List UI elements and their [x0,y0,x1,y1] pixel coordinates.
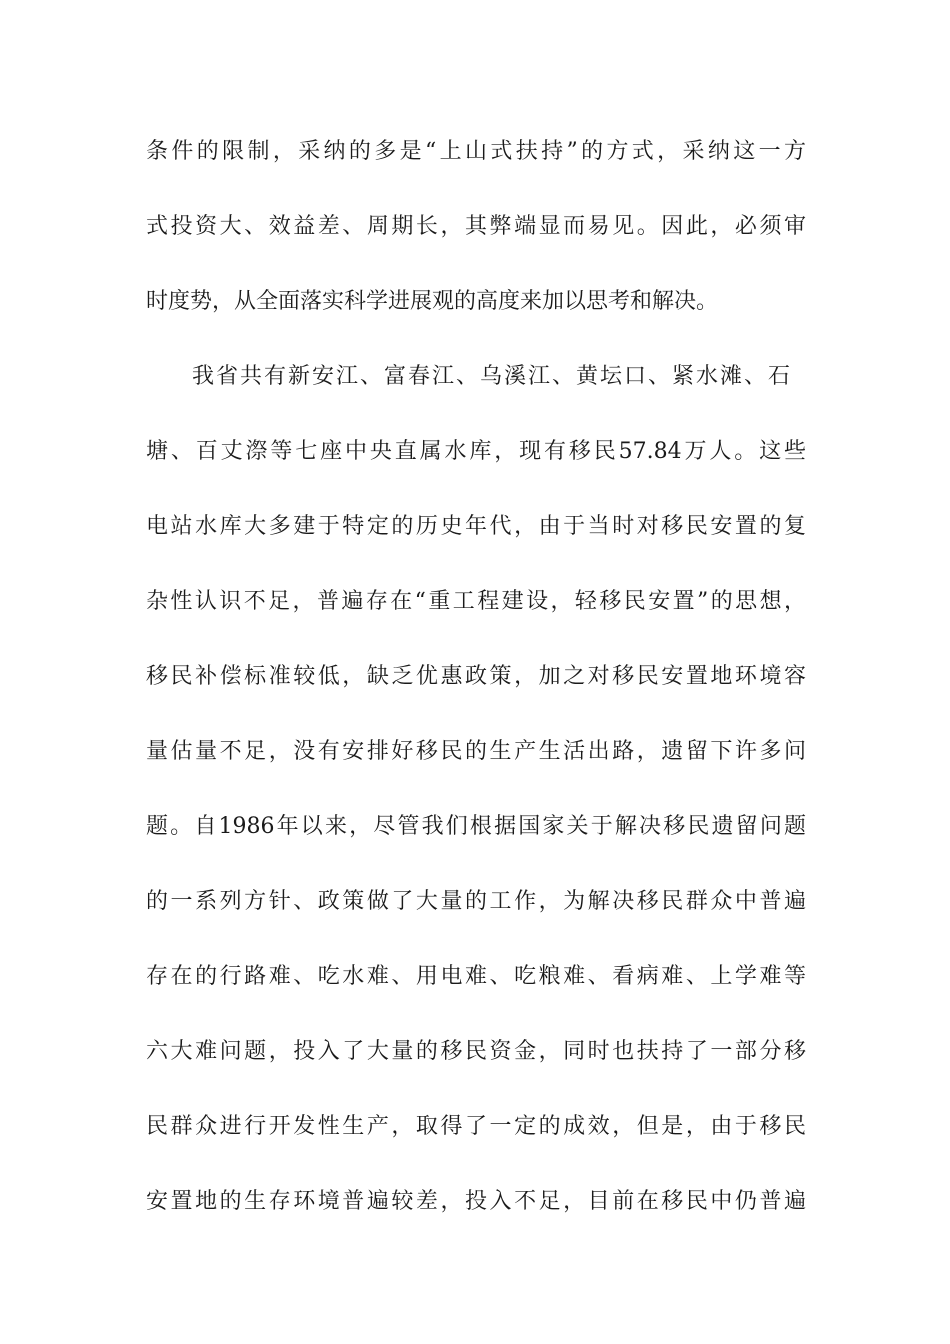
text-line: 安置地的生存环境普遍较差，投入不足，目前在移民中仍普遍 [146,1189,806,1214]
text-line: 条件的限制，采纳的多是“上山式扶持”的方式，采纳这一方 [146,139,806,164]
text-line: 民群众进行开发性生产，取得了一定的成效，但是，由于移民 [146,1114,806,1139]
text-line: 杂性认识不足，普遍存在“重工程建设，轻移民安置”的思想， [146,589,806,614]
text-line: 六大难问题，投入了大量的移民资金，同时也扶持了一部分移 [146,1039,806,1064]
text-line: 题。自1986年以来，尽管我们根据国家关于解决移民遗留问题 [146,814,806,839]
text-line: 电站水库大多建于特定的历史年代，由于当时对移民安置的复 [146,514,806,539]
paragraph-first-line: 我省共有新安江、富春江、乌溪江、黄坛口、紧水滩、石 [192,364,790,389]
text-line: 时度势，从全面落实科学进展观的高度来加以思考和解决。 [146,289,719,314]
text-line: 式投资大、效益差、周期长，其弊端显而易见。因此，必须审 [146,214,806,239]
text-line: 量估量不足，没有安排好移民的生产生活出路，遗留下许多问 [146,739,806,764]
text-line: 移民补偿标准较低，缺乏优惠政策，加之对移民安置地环境容 [146,664,806,689]
text-line: 的一系列方针、政策做了大量的工作，为解决移民群众中普遍 [146,889,806,914]
text-line: 存在的行路难、吃水难、用电难、吃粮难、看病难、上学难等 [146,964,806,989]
text-line: 塘、百丈漈等七座中央直属水库，现有移民57.84万人。这些 [146,439,806,464]
